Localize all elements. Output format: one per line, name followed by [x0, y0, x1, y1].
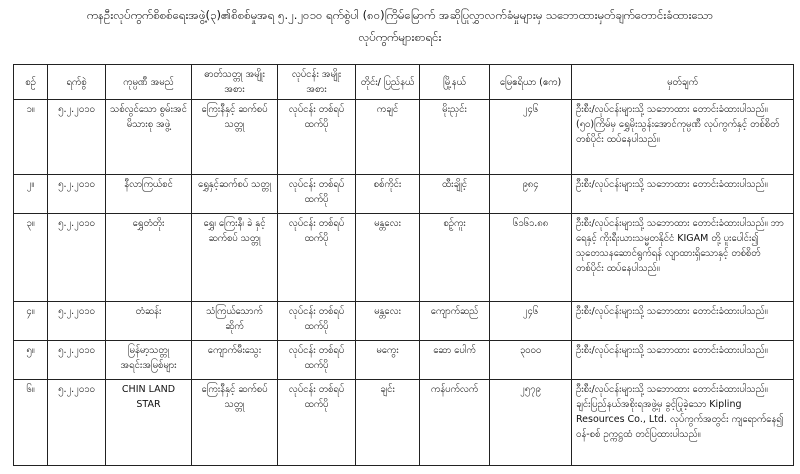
header-mineral: ဓာတ်သတ္တု အမျိုးအစား	[192, 65, 278, 100]
cell-region: မန္တလေး	[356, 213, 420, 301]
cell-business-type: လုပ်ငန်း တစ်ရပ်ထက်ပို	[278, 100, 356, 175]
cell-business-type: လုပ်ငန်း တစ်ရပ်ထက်ပို	[278, 174, 356, 213]
table-row	[14, 174, 794, 213]
table-row	[14, 100, 794, 175]
cell-township: စဉ့်ကူး	[420, 213, 490, 301]
cell-remarks: ဦးစီး/လုပ်ငန်းများသို့ သဘောထား တောင်းခံထားပါသည်။ ချင်းပြည်နယ်အစိုးရအဖွဲ့မှ ခွင့်ပြုခဲ့သော Kipling Resources Co., Ltd. လုပ်ကွက်အတွင်း ကျရောက်နေ၍ ဝန်-စစ် ဥက္ကဋ္ဌထံ တင်ပြထားပါသည်။	[572, 380, 794, 466]
header-region: တိုင်း/ ပြည်နယ်	[356, 65, 420, 100]
cell-remarks: ဦးစီး/လုပ်ငန်းများသို့ သဘောထား တောင်းခံထားပါသည်။ ဘာရေနှင့် ကိုးရီးယားသမ္မတနိုင်ငံ KIGAM တို့ ပူးပေါင်း၍ သုတေသနဆောင်ရွက်ရန် လျာထားရှိသောနှင့် တစ်စိတ် တစ်ပိုင်း ထပ်နေပါသည်။	[572, 213, 794, 301]
cell-no: ၆။	[14, 380, 48, 466]
cell-date: ၅.၂.၂၀၁၀	[48, 100, 106, 175]
cell-township: မိုးညှင်း	[420, 100, 490, 175]
cell-township: ကန်ပက်လက်	[420, 380, 490, 466]
cell-business-type: လုပ်ငန်း တစ်ရပ်ထက်ပို	[278, 341, 356, 380]
cell-remarks: ဦးစီး/လုပ်ငန်းများသို့ သဘောထား တောင်းခံထားပါသည်။	[572, 301, 794, 340]
title-line-1: ကနဦးလုပ်ကွက်စိစစ်ရေးအဖွဲ့(၃)၏စိစစ်မှုအရ ၅.၂.၂၀၁၀ ရက်စွဲပါ (၈၀)ကြိမ်မြောက် အဆိုပြုလွှာလက်ခံမှုများမှ သဘောထားမှတ်ချက်တောင်းခံထားသော	[86, 8, 714, 22]
cell-region: ကချင်	[356, 100, 420, 175]
cell-no: ၂။	[14, 174, 48, 213]
header-business-type: လုပ်ငန်း အမျိုးအစား	[278, 65, 356, 100]
cell-no: ၁။	[14, 100, 48, 175]
cell-mineral: ကျောက်မီးသွေး	[192, 341, 278, 380]
cell-remarks: ဦးစီး/လုပ်ငန်းများသို့ သဘောထား တောင်းခံထားပါသည်။	[572, 341, 794, 380]
table-row	[14, 341, 794, 380]
cell-company: တံဆန်း	[106, 301, 192, 340]
cell-township: ကျောက်ဆည်	[420, 301, 490, 340]
mining-blocks-table	[13, 64, 794, 466]
cell-area: ၂၄၆	[490, 100, 572, 175]
table-row	[14, 380, 794, 466]
cell-area: ၃၀၀၀	[490, 341, 572, 380]
header-area: မြေဧရိယာ (ဧက)	[490, 65, 572, 100]
cell-area: ၂၄၆	[490, 301, 572, 340]
header-date: ရက်စွဲ	[48, 65, 106, 100]
cell-township: ဆော ပေါက်	[420, 341, 490, 380]
cell-remarks: ဦးစီး/လုပ်ငန်းများသို့ သဘောထား တောင်းခံထားပါသည်။ (၅၀)ကြိမ်မှ ရွှေမိုးသွန်းအောင်ကုမ္ပဏီ လုပ်ကွက်နှင့် တစ်စိတ် တစ်ပိုင်း ထပ်နေပါသည်။	[572, 100, 794, 175]
cell-area: ၆၁၆၁.၈၈	[490, 213, 572, 301]
cell-region: မန္တလေး	[356, 301, 420, 340]
cell-company: မြန်မာ့သတ္တု အရင်းအမြစ်များ	[106, 341, 192, 380]
cell-date: ၅.၂.၂၀၁၀	[48, 174, 106, 213]
header-no: စဉ်	[14, 65, 48, 100]
cell-company: နီလာကြယ်စင်	[106, 174, 192, 213]
table-header-row	[14, 65, 794, 100]
cell-region: မကွေး	[356, 341, 420, 380]
header-company: ကုမ္ပဏီ အမည်	[106, 65, 192, 100]
cell-no: ၅။	[14, 341, 48, 380]
cell-region: စစ်ကိုင်း	[356, 174, 420, 213]
cell-date: ၅.၂.၂၀၁၀	[48, 341, 106, 380]
header-remarks: မှတ်ချက်	[572, 65, 794, 100]
cell-mineral: သံကြယ်သောက် ဆိုက်	[192, 301, 278, 340]
table-row	[14, 213, 794, 301]
cell-company: ရွှေတံတိုး	[106, 213, 192, 301]
cell-mineral: ရွှေနှင့်ဆက်စပ် သတ္တု	[192, 174, 278, 213]
table-row	[14, 301, 794, 340]
cell-date: ၅.၂.၂၀၁၀	[48, 301, 106, 340]
cell-township: ထီးချိုင့်	[420, 174, 490, 213]
cell-business-type: လုပ်ငန်း တစ်ရပ်ထက်ပို	[278, 213, 356, 301]
cell-date: ၅.၂.၂၀၁၀	[48, 213, 106, 301]
cell-region: ချင်း	[356, 380, 420, 466]
cell-mineral: ကြေးနီနှင့် ဆက်စပ်သတ္တု	[192, 100, 278, 175]
cell-date: ၅.၂.၂၀၁၀	[48, 380, 106, 466]
cell-mineral: ကြေးနီနှင့် ဆက်စပ်သတ္တု	[192, 380, 278, 466]
cell-company: သစ်လွင်သော စွမ်းအင်မိသားစု အဖွဲ့	[106, 100, 192, 175]
cell-company: CHIN LAND STAR	[106, 380, 192, 466]
cell-mineral: ရွှေ၊ ကြေးနီ၊ ခဲ နှင့်ဆက်စပ် သတ္တု	[192, 213, 278, 301]
cell-no: ၃။	[14, 213, 48, 301]
cell-area: ၉၈၄	[490, 174, 572, 213]
cell-no: ၄။	[14, 301, 48, 340]
title-line-2: လုပ်ကွက်များစာရင်း	[358, 30, 442, 44]
document-title	[0, 4, 800, 48]
cell-business-type: လုပ်ငန်း တစ်ရပ်ထက်ပို	[278, 301, 356, 340]
cell-area: ၂၅၇၉	[490, 380, 572, 466]
header-township: မြို့နယ်	[420, 65, 490, 100]
cell-business-type: လုပ်ငန်း တစ်ရပ်ထက်ပို	[278, 380, 356, 466]
cell-remarks: ဦးစီး/လုပ်ငန်းများသို့ သဘောထား တောင်းခံထားပါသည်။	[572, 174, 794, 213]
